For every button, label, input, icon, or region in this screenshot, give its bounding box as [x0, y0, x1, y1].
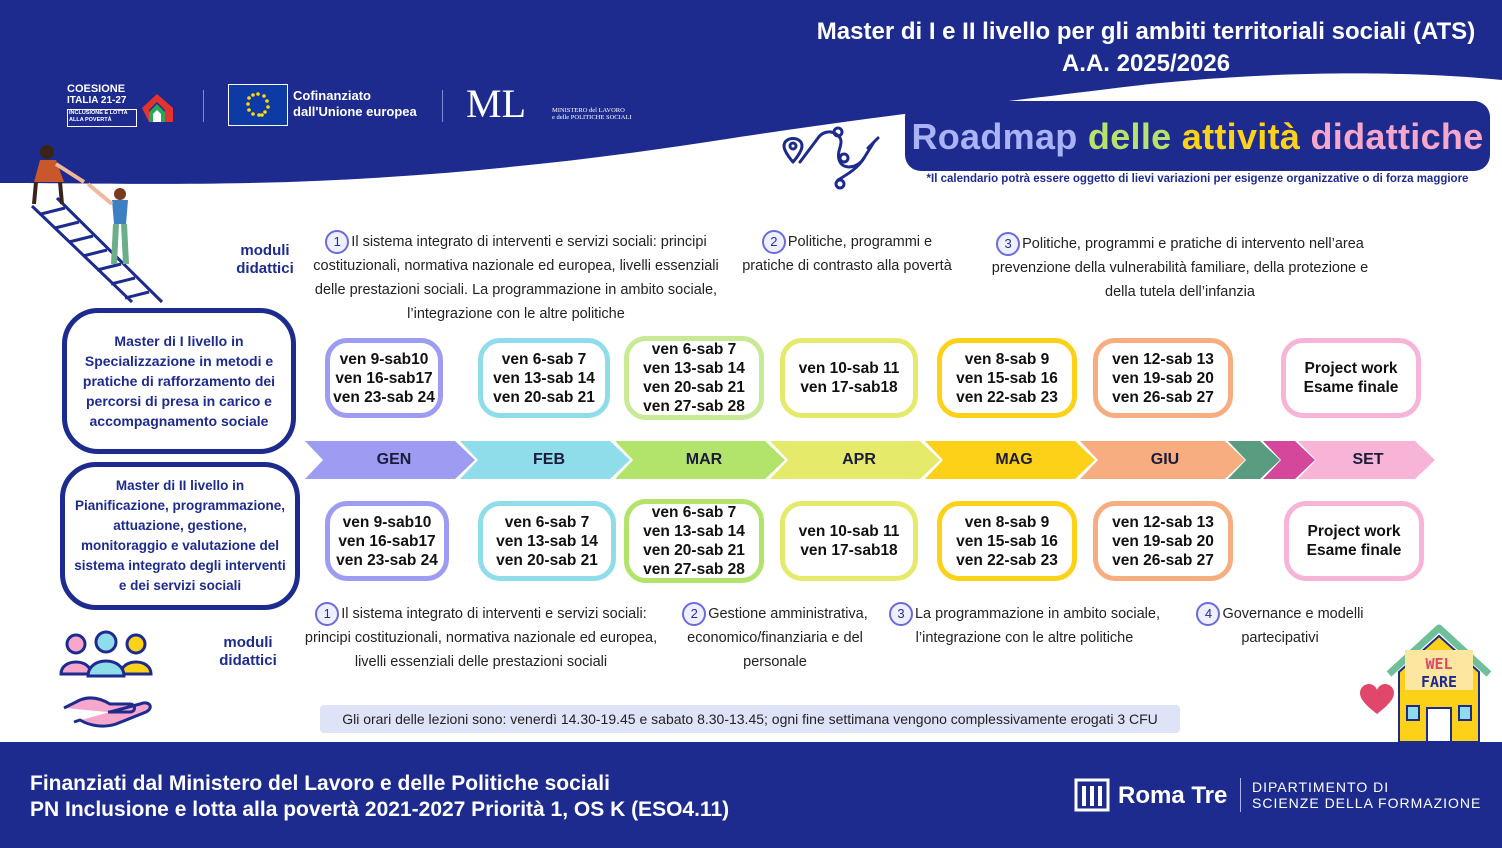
month-gen: GEN: [376, 451, 412, 468]
ladder-help-illustration: [22, 138, 172, 306]
master1-module-3: 3 Politiche, programmi e pratiche di intervento nell’area prevenzione della vulnerabilità familiare, della protezione e della tutela dell’infanzia: [975, 232, 1385, 304]
master1-module-2: 2 Politiche, programmi e pratiche di contrasto alla povertà: [742, 230, 952, 278]
page-title: Master di I e II livello per gli ambiti territoriali sociali (ATS) A.A. 2025/2026: [816, 18, 1476, 77]
master1-oval: Master di I livello in Specializzazione in metodi e pratiche di rafforzamento dei percorsi di presa in carico e accompagnamento sociale: [62, 308, 296, 454]
modules-label-bottom: moduli didattici: [219, 634, 277, 669]
master2-dates-giu: ven 12-sab 13 ven 19-sab 20 ven 26-sab 27: [1093, 501, 1233, 581]
welfare-label: WEL FARE: [1420, 655, 1458, 691]
master2-module-4: 4 Governance e modelli partecipativi: [1190, 602, 1370, 650]
ministero-logo: ML MINISTERO del LAVORO e delle POLITICHE SOCIALI: [466, 81, 632, 126]
heart-icon: [1360, 684, 1394, 716]
month-mag: MAG: [995, 451, 1033, 468]
month-set: SET: [1352, 451, 1384, 468]
month-apr: APR: [842, 451, 876, 468]
master2-module-1: 1 Il sistema integrato di interventi e servizi sociali: principi costituzionali, normativa nazionale ed europea, livelli essenziali delle prestazioni sociali: [296, 602, 666, 674]
master2-dates-gen: ven 9-sab10 ven 16-sab17 ven 23-sab 24: [325, 501, 449, 581]
university-name: Roma Tre: [1118, 782, 1228, 809]
master1-dates-gen: ven 9-sab10 ven 16-sab17 ven 23-sab 24: [325, 338, 443, 418]
people-group-icon: [58, 630, 154, 680]
master2-dates-mar: ven 6-sab 7 ven 13-sab 14 ven 20-sab 21 ven 27-sab 28: [624, 499, 764, 583]
master2-module-2: 2 Gestione amministrativa, economico/finanziaria e del personale: [675, 602, 875, 674]
route-icon: [778, 118, 898, 196]
roadmap-title: Roadmap delle attività didattiche: [911, 116, 1484, 157]
eu-cofinanced-label: Cofinanziato dall'Unione europea: [293, 88, 417, 119]
department-name: DIPARTIMENTO DI SCIENZE DELLA FORMAZIONE: [1252, 779, 1482, 811]
logo-divider: [442, 90, 443, 122]
master2-dates-feb: ven 6-sab 7 ven 13-sab 14 ven 20-sab 21: [478, 501, 616, 581]
eu-flag-icon: [228, 84, 288, 126]
footer-funding-text: Finanziati dal Ministero del Lavoro e delle Politiche sociali PN Inclusione e lotta alla povertà 2021-2027 Priorità 1, OS K (ESO4.11): [30, 772, 730, 821]
master2-module-3: 3 La programmazione in ambito sociale, l’integrazione con le altre politiche: [882, 602, 1167, 650]
master1-dates-feb: ven 6-sab 7 ven 13-sab 14 ven 20-sab 21: [478, 338, 610, 418]
logo-divider: [203, 90, 204, 122]
master1-dates-apr: ven 10-sab 11 ven 17-sab18: [780, 338, 918, 418]
master2-dates-mag: ven 8-sab 9 ven 15-sab 16 ven 22-sab 23: [937, 501, 1077, 581]
month-mar: MAR: [685, 451, 723, 468]
coesione-logo: COESIONE ITALIA 21-27 INCLUSIONE E LOTTA ALLA POVERTÀ: [67, 84, 182, 126]
master2-dates-set: Project work Esame finale: [1284, 501, 1424, 581]
master2-oval: Master di II livello in Pianificazione, programmazione, attuazione, gestione, monitoraggio e valutazione del sistema integrato degli interventi e dei servizi sociali: [60, 462, 300, 610]
master1-dates-giu: ven 12-sab 13 ven 19-sab 20 ven 26-sab 27: [1093, 338, 1233, 418]
master1-dates-set: Project work Esame finale: [1281, 338, 1421, 418]
master1-dates-mag: ven 8-sab 9 ven 15-sab 16 ven 22-sab 23: [937, 338, 1077, 418]
hand-icon: [60, 680, 156, 730]
roma-tre-logo: [1074, 778, 1110, 812]
master1-dates-mar: ven 6-sab 7 ven 13-sab 14 ven 20-sab 21 ven 27-sab 28: [624, 336, 764, 420]
modules-label-top: moduli didattici: [236, 242, 294, 277]
month-feb: FEB: [533, 451, 565, 468]
month-giu: GIU: [1150, 451, 1180, 468]
calendar-note: *Il calendario potrà essere oggetto di lievi variazioni per esigenze organizzative o di forza maggiore: [915, 171, 1480, 196]
footer-divider: [1240, 778, 1241, 812]
lesson-hours-note: Gli orari delle lezioni sono: venerdì 14.30-19.45 e sabato 8.30-13.45; ogni fine settimana vengono complessivamente erogati 3 CFU: [320, 705, 1180, 733]
master1-module-1: 1 Il sistema integrato di interventi e servizi sociali: principi costituzionali, normativa nazionale ed europea, livelli essenziali delle prestazioni sociali. La programmazione in ambito sociale, l’integrazione con le altre politiche: [300, 230, 732, 326]
master2-dates-apr: ven 10-sab 11 ven 17-sab18: [780, 501, 918, 581]
